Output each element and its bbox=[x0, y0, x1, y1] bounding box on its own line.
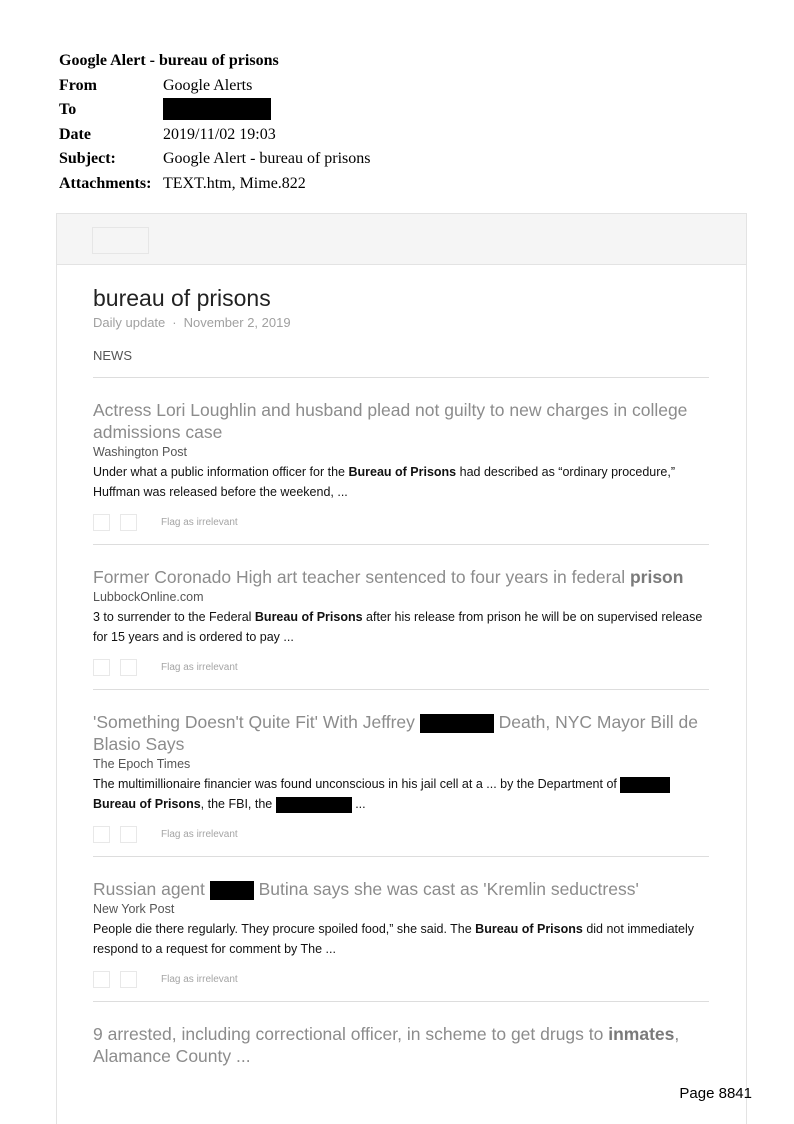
article-snippet bbox=[93, 462, 709, 502]
article-source: Washington Post bbox=[93, 445, 188, 459]
snippet-text: ... bbox=[351, 797, 366, 811]
article-title-link[interactable] bbox=[93, 399, 709, 443]
share-icon[interactable] bbox=[120, 826, 137, 843]
article-title-text[interactable]: Former Coronado High art teacher sentenced to four years in federal bbox=[93, 567, 630, 587]
page-number: Page 8841 bbox=[679, 1085, 752, 1102]
share-icon[interactable] bbox=[93, 659, 110, 676]
article-source: New York Post bbox=[93, 902, 175, 916]
article-title-text[interactable]: 9 arrested, including correctional officer, in scheme to get drugs to bbox=[93, 1024, 609, 1044]
article-title-highlight[interactable]: prison bbox=[629, 567, 684, 587]
article-actions bbox=[93, 658, 709, 676]
snippet-redaction bbox=[276, 797, 352, 813]
snippet-text: after his release from prison he will be on supervised release for 15 years and is ordered to pay ... bbox=[93, 610, 703, 644]
article-title-text[interactable]: Actress Lori Loughlin and husband plead not guilty to new charges in college admissions case bbox=[93, 400, 688, 442]
section-heading-news: NEWS bbox=[93, 347, 709, 378]
date-value: 2019/11/02 19:03 bbox=[163, 125, 276, 143]
from-value: Google Alerts bbox=[163, 76, 253, 94]
snippet-text: , the FBI, the bbox=[200, 797, 276, 811]
article-item bbox=[93, 1002, 709, 1080]
article-title-link[interactable] bbox=[93, 1023, 709, 1067]
article-title-text[interactable]: 'Something Doesn't Quite Fit' With Jeffrey bbox=[93, 712, 420, 732]
share-icon[interactable] bbox=[93, 826, 110, 843]
snippet-text: did not immediately respond to a request for comment by The ... bbox=[93, 922, 695, 956]
article-title-link[interactable] bbox=[93, 566, 709, 588]
to-label: To bbox=[59, 101, 77, 118]
flag-as-irrelevant-link[interactable]: Flag as irrelevant bbox=[161, 828, 238, 840]
attachments-value: TEXT.htm, Mime.822 bbox=[163, 174, 306, 192]
from-label: From bbox=[59, 76, 97, 94]
snippet-text: People die there regularly. They procure spoiled food,” she said. The bbox=[93, 922, 476, 936]
article-source: LubbockOnline.com bbox=[93, 590, 204, 604]
article-title-text[interactable]: Death, NYC Mayor Bill de Blasio Says bbox=[93, 712, 699, 754]
alert-content bbox=[93, 265, 709, 1080]
snippet-highlight: Bureau of Prisons bbox=[348, 465, 457, 479]
article-title-link[interactable] bbox=[93, 711, 709, 755]
title-redaction bbox=[210, 881, 254, 900]
article-title-highlight[interactable]: inmates bbox=[608, 1024, 675, 1044]
snippet-highlight: Bureau of Prisons bbox=[475, 922, 583, 936]
flag-as-irrelevant-link[interactable]: Flag as irrelevant bbox=[161, 516, 238, 528]
article-title-text[interactable]: Russian agent bbox=[93, 879, 210, 899]
share-icon[interactable] bbox=[120, 971, 137, 988]
title-redaction bbox=[420, 714, 494, 733]
card-header-bar bbox=[57, 214, 746, 265]
alert-card bbox=[56, 213, 747, 1124]
attachments-label: Attachments: bbox=[59, 174, 152, 192]
article-actions bbox=[93, 970, 709, 988]
snippet-redaction bbox=[620, 777, 670, 793]
subject-label: Subject: bbox=[59, 150, 116, 167]
alert-query-title: bureau of prisons bbox=[93, 285, 271, 311]
article-title-text[interactable]: Butina says she was cast as 'Kremlin seductress' bbox=[253, 879, 639, 899]
snippet-highlight: Bureau of Prisons bbox=[254, 610, 363, 624]
alert-date: November 2, 2019 bbox=[183, 315, 291, 330]
flag-as-irrelevant-link[interactable]: Flag as irrelevant bbox=[161, 973, 238, 985]
article-item bbox=[93, 545, 709, 690]
meta-separator: · bbox=[172, 315, 177, 330]
article-item bbox=[93, 378, 709, 545]
article-snippet bbox=[93, 919, 709, 959]
share-icon[interactable] bbox=[120, 659, 137, 676]
share-icon[interactable] bbox=[120, 514, 137, 531]
share-icon[interactable] bbox=[93, 971, 110, 988]
alert-meta bbox=[93, 314, 709, 332]
share-icon[interactable] bbox=[93, 514, 110, 531]
article-snippet bbox=[93, 607, 709, 647]
to-redaction bbox=[163, 98, 271, 120]
subject-value: Google Alert - bureau of prisons bbox=[163, 150, 371, 167]
snippet-text: 3 to surrender to the Federal bbox=[93, 610, 255, 624]
article-title-link[interactable] bbox=[93, 878, 709, 900]
email-title: Google Alert - bureau of prisons bbox=[59, 52, 279, 69]
article-item bbox=[93, 857, 709, 1002]
article-snippet bbox=[93, 774, 709, 814]
alert-frequency: Daily update bbox=[93, 315, 166, 330]
snippet-highlight: Bureau of Prisons bbox=[93, 797, 201, 811]
snippet-text: The multimillionaire financier was found unconscious in his jail cell at a ... by the Department of bbox=[93, 777, 621, 791]
snippet-text: had described as “ordinary procedure,” Huffman was released before the weekend, ... bbox=[93, 465, 676, 499]
article-actions bbox=[93, 825, 709, 843]
article-source: The Epoch Times bbox=[93, 757, 191, 771]
snippet-text: Under what a public information officer for the bbox=[93, 465, 349, 479]
date-label: Date bbox=[59, 125, 91, 143]
google-logo-placeholder bbox=[92, 227, 149, 254]
article-title-text[interactable]: , Alamance County ... bbox=[93, 1024, 680, 1066]
flag-as-irrelevant-link[interactable]: Flag as irrelevant bbox=[161, 661, 238, 673]
article-actions bbox=[93, 513, 709, 531]
email-header bbox=[59, 49, 371, 196]
article-item bbox=[93, 690, 709, 857]
